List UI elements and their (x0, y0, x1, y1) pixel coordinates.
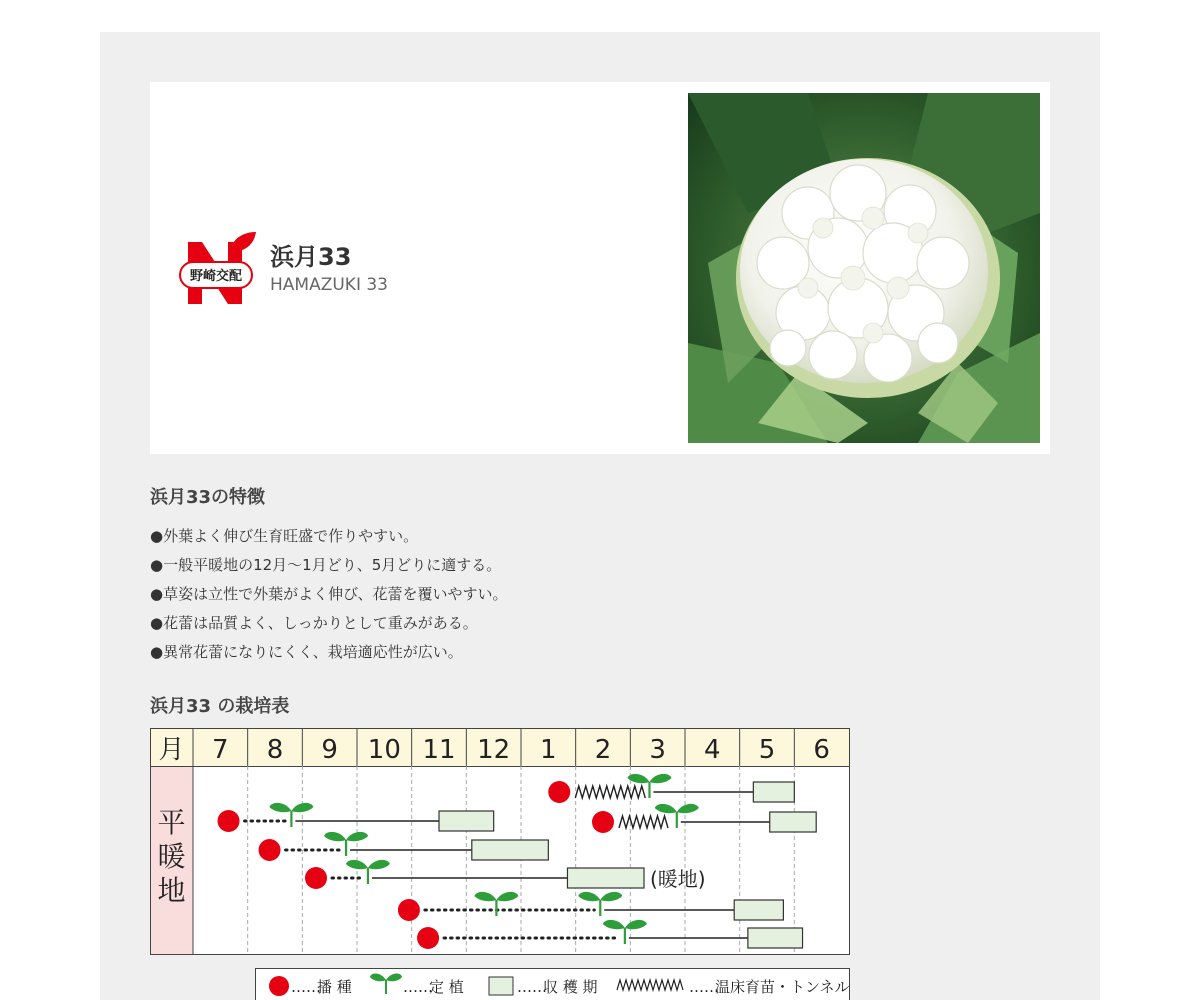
month-header-label: 月 (158, 735, 185, 765)
month-label: 11 (422, 735, 456, 765)
sowing-dot (398, 899, 420, 921)
sowing-dot (592, 811, 614, 833)
legend-sow-label: 播 種 (317, 978, 352, 996)
harvest-period-bar (472, 840, 549, 860)
feature-item: ●草姿は立性で外葉がよく伸び、花蕾を覆いやすい。 (150, 585, 508, 603)
harvest-period-bar (567, 868, 644, 888)
month-label: 10 (367, 735, 401, 765)
harvest-period-bar (439, 811, 494, 831)
region-label-char: 暖 (157, 840, 186, 873)
sowing-dot (305, 867, 327, 889)
legend-plant-label: 定 植 (429, 978, 464, 996)
legend-dots: …… (689, 978, 719, 996)
harvest-period-bar (734, 900, 783, 920)
region-note: (暖地) (650, 867, 706, 891)
harvest-period-bar (753, 782, 794, 802)
schedule-heading: 浜月33 の栽培表 (150, 696, 290, 717)
features-heading: 浜月33の特徴 (150, 487, 266, 508)
month-label: 5 (758, 735, 776, 765)
month-label: 8 (266, 735, 284, 765)
sowing-dot (548, 781, 570, 803)
region-label-char: 平 (157, 806, 186, 839)
legend-harvest-box (489, 977, 513, 995)
features-list (150, 522, 508, 667)
product-name-english: HAMAZUKI 33 (270, 275, 388, 295)
month-label: 7 (212, 735, 229, 765)
sowing-dot (259, 839, 281, 861)
feature-item: ●一般平暖地の12月〜1月どり、5月どりに適する。 (150, 556, 502, 574)
month-label: 3 (649, 735, 666, 765)
nozaki-logo (178, 230, 258, 306)
harvest-period-bar (770, 812, 816, 832)
month-label: 1 (540, 735, 557, 765)
legend-sowing-dot (269, 976, 289, 996)
month-label: 2 (594, 735, 612, 765)
harvest-period-bar (748, 928, 803, 948)
legend-harvest-label: 収 穫 期 (543, 978, 598, 996)
month-label: 9 (321, 735, 338, 765)
feature-item: ●花蕾は品質よく、しっかりとして重みがある。 (150, 614, 478, 632)
legend-nursery-label: 温床育苗・トンネル (715, 978, 850, 996)
product-name: 浜月33 (270, 243, 352, 271)
legend-dots: …… (291, 978, 321, 996)
cauliflower-photo (688, 93, 1040, 443)
month-label: 4 (704, 735, 721, 765)
chart-legend (255, 968, 850, 1000)
legend-dots: …… (517, 978, 547, 996)
month-label: 6 (813, 735, 830, 765)
sowing-dot (417, 927, 439, 949)
sowing-dot (218, 810, 240, 832)
legend-dots: …… (403, 978, 433, 996)
feature-item: ●外葉よく伸び生育旺盛で作りやすい。 (150, 527, 419, 545)
region-label-char: 地 (157, 874, 186, 907)
month-label: 12 (477, 735, 511, 765)
cultivation-chart (150, 728, 850, 955)
feature-item: ●異常花蕾になりにくく、栽培適応性が広い。 (150, 643, 463, 661)
logo-leaf-icon (230, 232, 256, 252)
logo-text: 野崎交配 (189, 269, 243, 284)
